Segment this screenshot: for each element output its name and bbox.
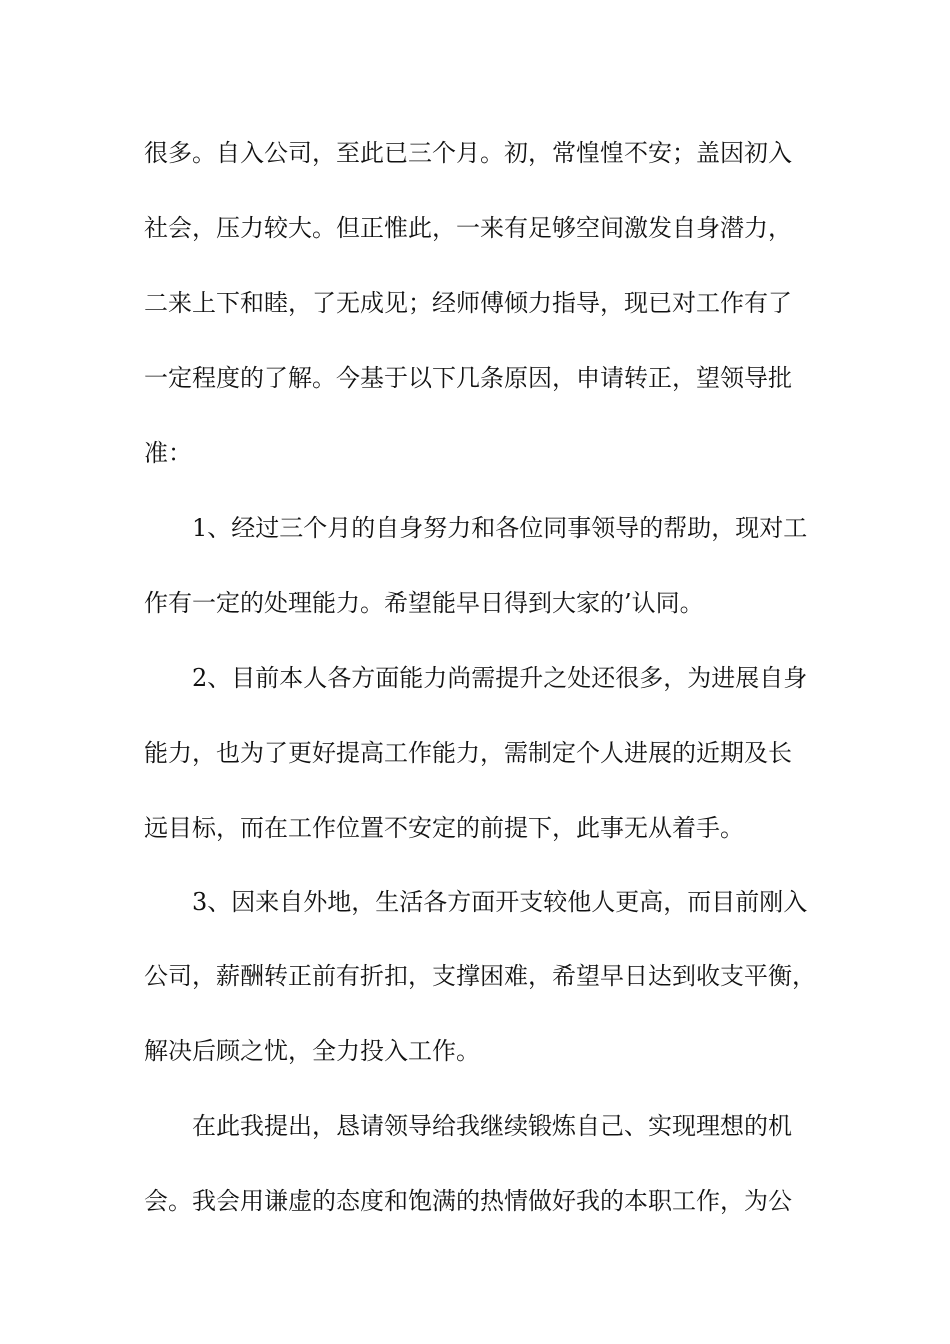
text-line: 二来上下和睦，了无成见；经师傅倾力指导，现已对工作有了 xyxy=(144,289,792,317)
text-line: 远目标，而在工作位置不安定的前提下，此事无从着手。 xyxy=(144,814,744,842)
closing-paragraph-line: 在此我提出，恳请领导给我继续锻炼自己、实现理想的机 xyxy=(192,1112,792,1140)
text-line: 作有一定的处理能力。希望能早日得到大家的’认同。 xyxy=(144,589,704,617)
text-line: 会。我会用谦虚的态度和饱满的热情做好我的本职工作，为公 xyxy=(144,1187,792,1215)
paragraph-item-1-line: 1、经过三个月的自身努力和各位同事领导的帮助，现对工 xyxy=(192,514,808,542)
paragraph-item-2-line: 2、目前本人各方面能力尚需提升之处还很多，为进展自身 xyxy=(192,664,808,692)
text-line: 很多。自入公司，至此已三个月。初，常惶惶不安；盖因初入 xyxy=(144,139,792,167)
paragraph-item-3-line: 3、因来自外地，生活各方面开支较他人更高，而目前刚入 xyxy=(192,888,808,916)
text-line: 解决后顾之忧，全力投入工作。 xyxy=(144,1037,480,1065)
text-line: 能力，也为了更好提高工作能力，需制定个人进展的近期及长 xyxy=(144,739,792,767)
text-line: 一定程度的了解。今基于以下几条原因，申请转正，望领导批 xyxy=(144,364,792,392)
text-line: 准： xyxy=(144,439,192,467)
text-line: 社会，压力较大。但正惟此，一来有足够空间激发自身潜力， xyxy=(144,214,792,242)
text-line: 公司，薪酬转正前有折扣，支撑困难，希望早日达到收支平衡， xyxy=(144,962,816,990)
